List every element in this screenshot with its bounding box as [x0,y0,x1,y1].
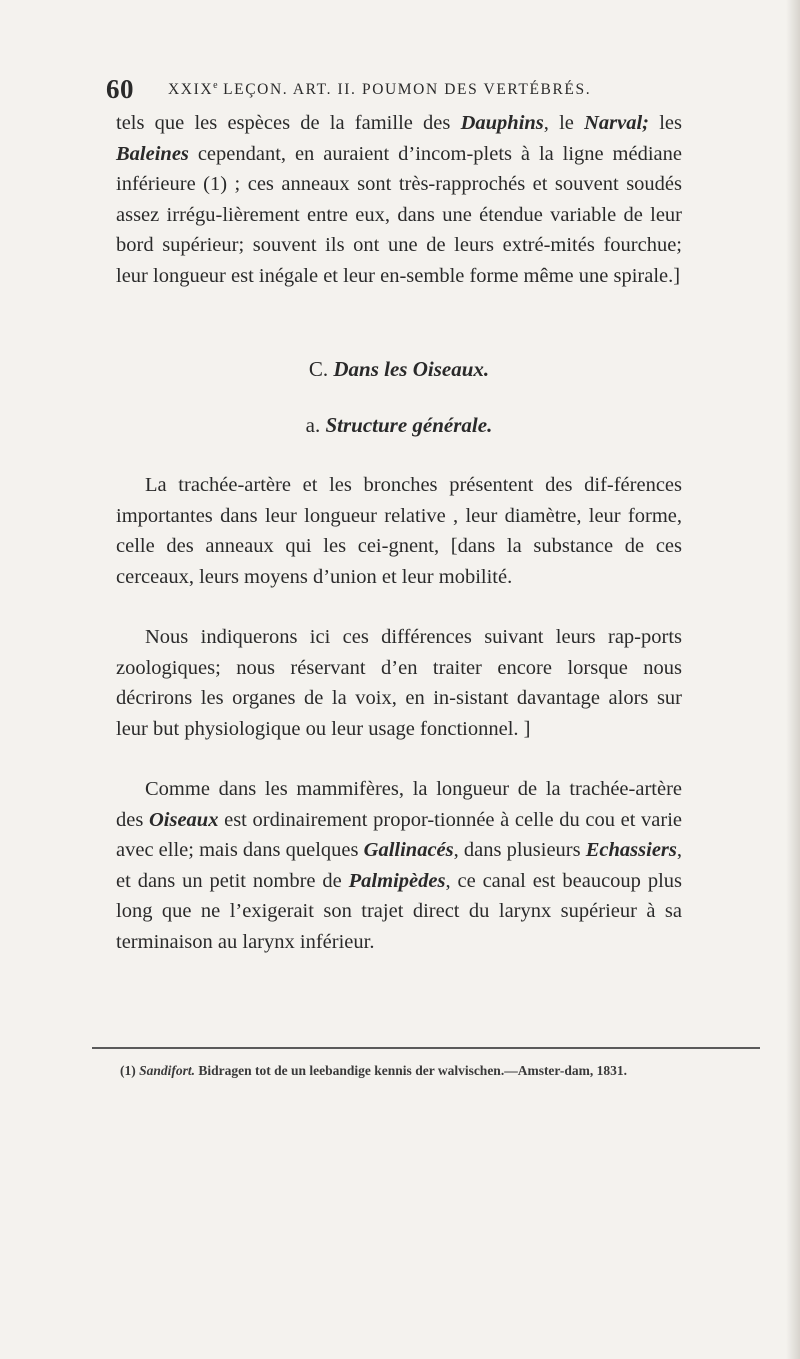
text-run: cependant, en auraient d’incom-plets à la ligne médiane inférieure (1) ; ces anneaux sont très-rapprochés et souvent soudés assez irrégu-lièrement entre eux, dans une étendue variable de leur bord supérieur; souvent ils ont une de leurs extré-mités fourchue; leur longueur est inégale et leur en-semble forme même une spirale.] [116,142,682,287]
subsection-heading-structure [116,410,682,440]
heading-letter: a. [305,413,326,437]
footnote [120,1060,760,1081]
italic-term-baleines: Baleines [116,142,189,165]
page-number: 60 [106,74,134,104]
heading-title: Structure générale. [325,413,493,437]
text-run: , et dans un petit nombre de [116,839,683,892]
heading-title: Dans les Oiseaux. [333,357,490,381]
text-run: les [649,112,682,134]
footnote-author: Sandifort. [139,1063,196,1078]
page-edge-shadow [786,0,800,1359]
footnote-divider [92,1047,760,1049]
paragraph-trachea-differences: La trachée-artère et les bronches présentent des dif-férences importantes dans leur longueur relative , leur diamètre, leur forme, celle des anneaux qui les cei-gnent, [dans la substance de ces cerceaux, leurs moyens d’union et leur mobilité. [116,474,682,588]
text-run: , dans plusieurs [453,839,586,862]
paragraph-trachea-length [116,774,682,958]
running-title-text: LEÇON. ART. II. POUMON DES VERTÉBRÉS. [223,81,592,99]
paragraph-cetaceans [116,108,682,292]
italic-term-gallinaces: Gallinacés [363,839,454,862]
heading-letter: C. [308,357,334,381]
italic-term-palmipedes: Palmipèdes [348,869,446,892]
section-heading-oiseaux [116,354,682,384]
italic-term-echassiers: Echassiers [585,839,677,862]
running-header [106,74,706,108]
paragraph-zoological-relations: Nous indiquerons ici ces différences suivant leurs rap-ports zoologiques; nous réservant d’en traiter encore lorsque nous décrirons les organes de la voix, en in-sistant davantage alors sur leur but physiologique ou leur usage fonctionnel. ] [116,626,682,740]
footnote-text: Bidragen tot de un leebandige kennis der walvischen.—Amster-dam, 1831. [195,1063,628,1078]
lesson-numeral: XXIX [168,81,214,99]
italic-term-dauphins: Dauphins [460,112,544,134]
italic-term-narval: Narval; [584,112,650,134]
text-run: est ordinairement propor-tionnée à celle du cou et varie avec elle; mais dans quelques [116,808,682,862]
lesson-superscript: e [213,80,218,91]
text-run: tels que les espèces de la famille des [116,112,461,134]
italic-term-oiseaux: Oiseaux [148,808,219,831]
text-run: , ce canal est beaucoup plus long que ne l’exigerait son trajet direct du larynx supérieur à sa terminaison au larynx inférieur. [116,869,682,953]
text-run: Comme dans les mammifères, la longueur de la trachée-artère des [116,778,682,831]
running-title [168,80,591,99]
footnote-marker: (1) [120,1063,140,1078]
text-run: , le [543,112,585,134]
